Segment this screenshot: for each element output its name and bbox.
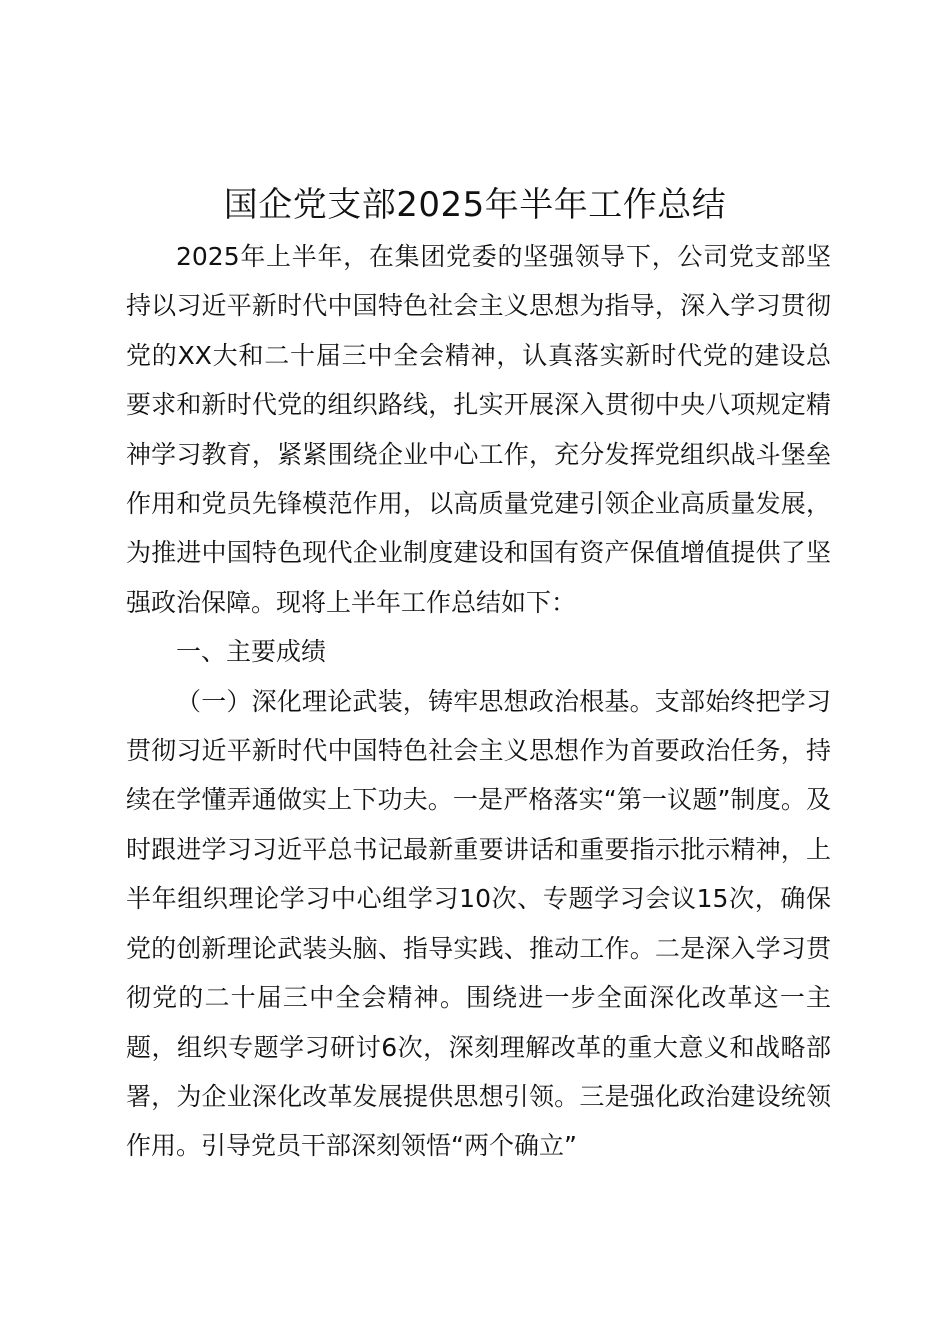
section-paragraph: （一）深化理论武装，铸牢思想政治根基。支部始终把学习贯彻习近平新时代中国特色社会主义思想作为首要政治任务，持续在学懂弄通做实上下功夫。一是严格落实“第一议题”制度。及时跟进学习习近平总书记最新重要讲话和重要指示批示精神，上半年组织理论学习中心组学习10次、专题学习会议15次，确保党的创新理论武装头脑、指导实践、推动工作。二是深入学习贯彻党的二十届三中全会精神。围绕进一步全面深化改革这一主题，组织专题学习研讨6次，深刻理解改革的重大意义和战略部署，为企业深化改革发展提供思想引领。三是强化政治建设统领作用。引导党员干部深刻领悟“两个确立”: [126, 686, 831, 1161]
section-heading: 一、主要成绩: [176, 637, 327, 667]
intro-paragraph: 2025年上半年，在集团党委的坚强领导下，公司党支部坚持以习近平新时代中国特色社会主义思想为指导，深入学习贯彻党的XX大和二十届三中全会精神，认真落实新时代党的建设总要求和新时代党的组织路线，扎实开展深入贯彻中央八项规定精神学习教育，紧紧围绕企业中心工作，充分发挥党组织战斗堡垒作用和党员先锋模范作用，以高质量党建引领企业高质量发展，为推进中国特色现代企业制度建设和国有资产保值增值提供了坚强政治保障。现将上半年工作总结如下：: [126, 242, 831, 617]
document-body: [126, 232, 831, 1171]
document-title: 国企党支部2025年半年工作总结: [223, 185, 727, 225]
